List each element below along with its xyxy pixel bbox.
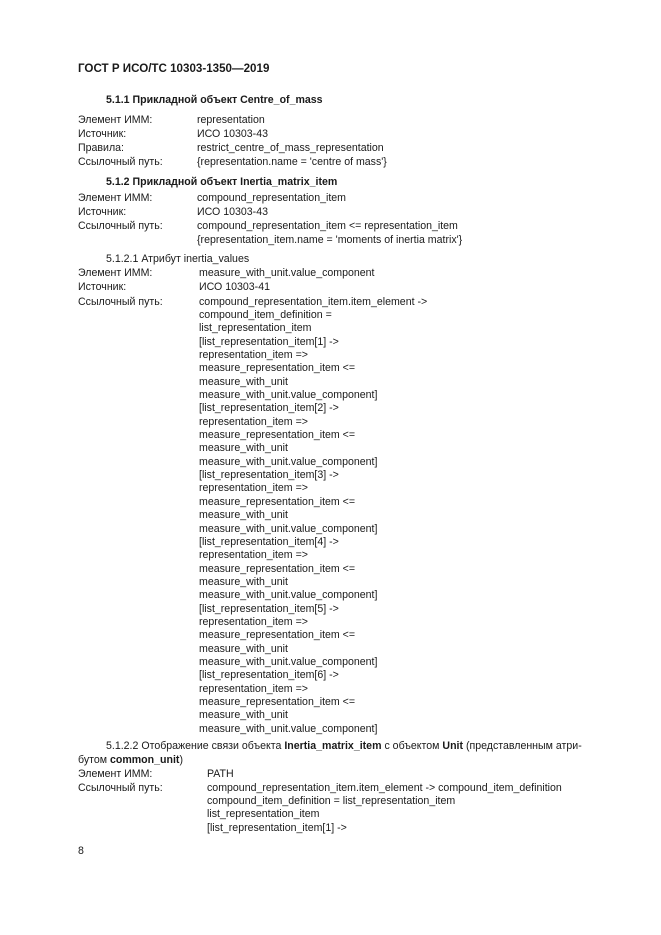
section-heading-5-1-2-2-cont: [78, 754, 183, 767]
value-reference-path-cont: {representation_item.name = 'moments of inertia matrix'}: [197, 234, 463, 246]
page-number: 8: [78, 845, 84, 857]
label-rules: Правила:: [78, 142, 124, 154]
label-source: Источник:: [78, 128, 127, 140]
path-line: representation_item =>: [199, 482, 308, 495]
reference-path-lines: [207, 795, 455, 835]
path-line: measure_representation_item <=: [199, 629, 356, 642]
reference-path-lines: [199, 309, 377, 736]
heading-text: (представленным атри-: [463, 740, 582, 752]
path-line: compound_item_definition =: [199, 309, 332, 321]
path-line: measure_with_unit: [199, 575, 288, 588]
path-line: measure_representation_item <=: [199, 362, 356, 375]
value-imm-element: measure_with_unit.value_component: [199, 267, 375, 279]
label-imm-element: Элемент ИММ:: [78, 768, 153, 780]
path-line: [list_representation_item[4] ->: [199, 535, 339, 548]
path-line: measure_with_unit: [199, 442, 288, 455]
heading-text: 5.1.2.2 Отображение связи объекта: [106, 740, 285, 752]
value-imm-element: PATH: [207, 768, 234, 780]
path-line: representation_item =>: [199, 415, 308, 428]
value-reference-path: {representation.name = 'centre of mass'}: [197, 156, 387, 168]
path-line: measure_representation_item <=: [199, 562, 356, 575]
section-heading-5-1-2: 5.1.2 Прикладной объект Inertia_matrix_item: [106, 176, 338, 188]
label-imm-element: Элемент ИММ:: [78, 267, 153, 279]
path-line: measure_representation_item <=: [199, 429, 356, 442]
path-line: representation_item =>: [199, 682, 308, 695]
section-heading-5-1-1: 5.1.1 Прикладной объект Centre_of_mass: [106, 94, 323, 106]
label-reference-path: Ссылочный путь:: [78, 220, 163, 232]
path-line: representation_item =>: [199, 349, 308, 362]
label-imm-element: Элемент ИММ:: [78, 192, 153, 204]
path-line: measure_with_unit.value_component]: [199, 389, 378, 402]
value-reference-path: compound_representation_item <= representation_item: [197, 220, 458, 232]
path-line: measure_with_unit.value_component]: [199, 455, 378, 468]
label-reference-path: Ссылочный путь:: [78, 296, 163, 308]
path-line: measure_with_unit: [199, 642, 288, 655]
path-line: measure_with_unit: [199, 375, 288, 388]
path-line: [list_representation_item[5] ->: [199, 602, 339, 615]
label-reference-path: Ссылочный путь:: [78, 782, 163, 794]
value-source: ИСО 10303-41: [199, 281, 270, 293]
path-line: measure_with_unit.value_component]: [199, 589, 378, 602]
path-line: representation_item =>: [199, 549, 308, 562]
path-line: measure_with_unit.value_component]: [199, 655, 378, 668]
path-line: [list_representation_item[6] ->: [199, 669, 339, 682]
value-rules: restrict_centre_of_mass_representation: [197, 142, 384, 154]
value-source: ИСО 10303-43: [197, 128, 268, 140]
path-line: list_representation_item: [207, 808, 320, 821]
heading-unit: Unit: [442, 740, 464, 752]
label-source: Источник:: [78, 206, 127, 218]
path-line: compound_item_definition = list_representation_item: [207, 795, 456, 807]
label-reference-path: Ссылочный путь:: [78, 156, 163, 168]
value-imm-element: representation: [197, 114, 265, 126]
label-source: Источник:: [78, 281, 127, 293]
path-line: [list_representation_item[1] ->: [199, 335, 339, 348]
path-line: measure_with_unit: [199, 509, 288, 522]
path-line: measure_with_unit: [199, 709, 288, 722]
path-line: measure_with_unit.value_component]: [199, 722, 378, 735]
label-imm-element: Элемент ИММ:: [78, 114, 153, 126]
value-reference-path: compound_representation_item.item_element -> compound_item_definition: [207, 782, 562, 794]
path-line: measure_representation_item <=: [199, 495, 356, 508]
path-line: list_representation_item: [199, 322, 312, 335]
heading-attribute: common_unit: [109, 754, 180, 766]
heading-text: с объектом: [381, 740, 443, 752]
path-line: measure_representation_item <=: [199, 695, 356, 708]
section-heading-5-1-2-2: [106, 740, 582, 753]
path-line: [list_representation_item[3] ->: [199, 469, 339, 482]
value-source: ИСО 10303-43: [197, 206, 268, 218]
heading-object: Inertia_matrix_item: [284, 740, 382, 752]
page-header: ГОСТ Р ИСО/ТС 10303-1350—2019: [78, 62, 270, 75]
path-line: measure_with_unit.value_component]: [199, 522, 378, 535]
section-heading-5-1-2-1: 5.1.2.1 Атрибут inertia_values: [106, 253, 250, 265]
heading-text: ): [179, 754, 183, 766]
value-reference-path: compound_representation_item.item_element ->: [199, 296, 428, 308]
path-line: [list_representation_item[1] ->: [207, 821, 347, 834]
path-line: [list_representation_item[2] ->: [199, 402, 339, 415]
value-imm-element: compound_representation_item: [197, 192, 346, 204]
path-line: representation_item =>: [199, 615, 308, 628]
heading-text: бутом: [78, 754, 110, 766]
